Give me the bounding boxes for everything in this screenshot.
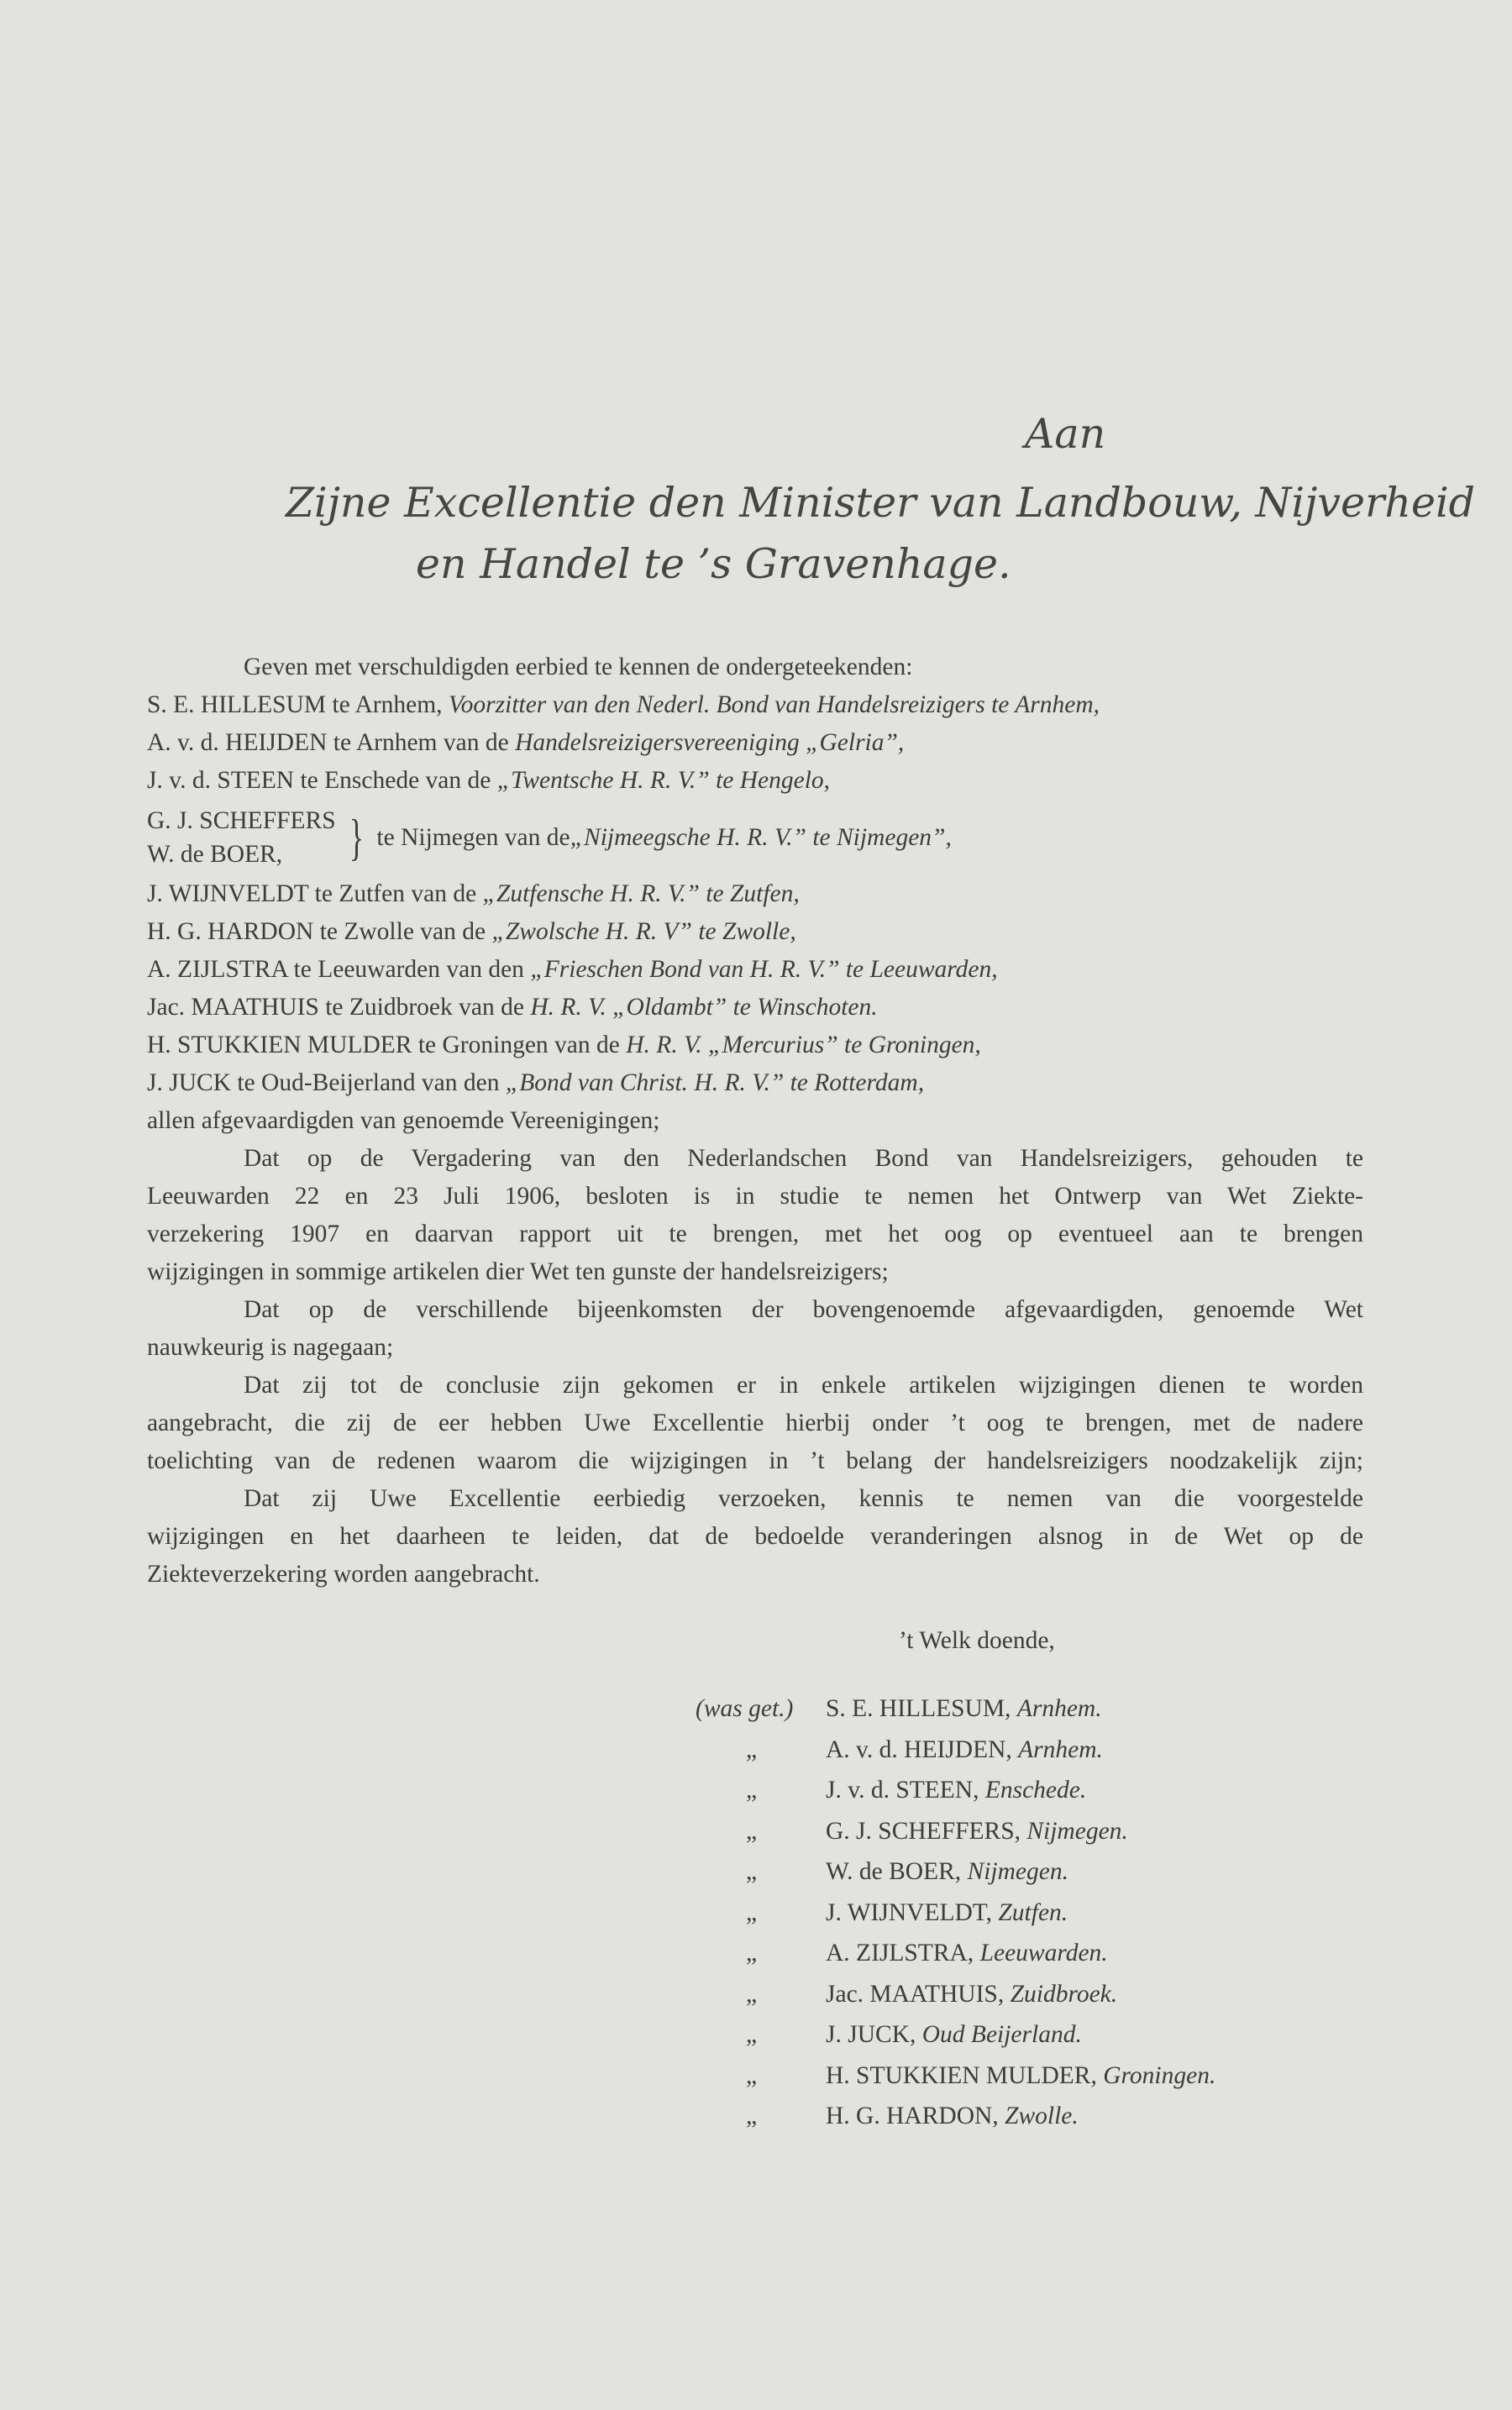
signatory-text: te Zwolle van de <box>313 918 492 945</box>
signature-row <box>696 1974 1215 2015</box>
signature-name: Jac. MAATHUIS, <box>826 1980 1005 2008</box>
brace-name-2: W. de BOER, <box>147 841 283 868</box>
signatory-org: „Frieschen Bond van H. R. V.” te Leeuwarden, <box>530 956 998 983</box>
intro-line: Geven met verschuldigden eerbied te kennen de ondergeteekenden: <box>244 654 913 680</box>
signature-place: Groningen. <box>1103 2061 1216 2089</box>
signatory-text: te Zuidbroek van de <box>318 994 531 1021</box>
signature-name: J. WIJNVELDT, <box>826 1898 993 1926</box>
signature-name: J. JUCK, <box>826 2021 916 2048</box>
signature-name: A. ZIJLSTRA, <box>826 1940 974 1966</box>
signature-prefix: „ <box>746 1940 758 1966</box>
signatory-org: „Twentsche H. R. V.” te Hengelo, <box>496 767 831 794</box>
signature-name: H. STUKKIEN MULDER, <box>826 2061 1097 2089</box>
signatory-line-8 <box>147 1026 1363 1064</box>
signature-place: Nijmegen. <box>1026 1817 1128 1845</box>
signatory-org: H. R. V. „Mercurius” te Groningen, <box>626 1032 981 1058</box>
brace-names <box>147 804 336 871</box>
signatory-text: te Arnhem van de <box>327 729 516 756</box>
signature-prefix: „ <box>746 1735 758 1763</box>
signature-row <box>696 1811 1215 1852</box>
signatory-line-6 <box>147 951 1363 989</box>
signatory-line-9 <box>147 1064 1363 1102</box>
signature-place: Enschede. <box>984 1777 1087 1804</box>
signatory-text: te Arnhem, <box>326 691 449 718</box>
signature-prefix: „ <box>746 1898 758 1926</box>
paragraph-3-line-2: aangebracht, die zij de eer hebben Uwe Excellentie hierbij onder ’t oog te brengen, met de nadere <box>147 1410 1363 1436</box>
signatory-name: Jac. MAATHUIS <box>147 994 319 1021</box>
signatory-line-7 <box>147 989 1363 1026</box>
signature-row <box>696 1730 1215 1771</box>
signatory-org: „Zwolsche H. R. V” te Zwolle, <box>491 918 796 945</box>
brace-org: „Nijmeegsche H. R. V.” te Nijmegen”, <box>570 823 952 851</box>
signatory-text: te Groningen van de <box>412 1032 627 1058</box>
signatory-org: „Zutfensche H. R. V.” te Zutfen, <box>482 880 800 907</box>
signature-prefix: „ <box>746 1980 758 2008</box>
signatory-line-3 <box>147 762 1363 800</box>
signatory-org: Handelsreizigersvereeniging „Gelria”, <box>515 729 905 756</box>
signatory-line-1 <box>147 686 1363 724</box>
paragraph-1-line-2: Leeuwarden 22 en 23 Juli 1906, besloten is in studie te nemen het Ontwerp van Wet Ziekte- <box>147 1183 1363 1210</box>
signatory-text: te Leeuwarden van den <box>287 956 531 983</box>
signature-place: Arnhem. <box>1018 1735 1103 1763</box>
signature-row <box>696 2056 1215 2097</box>
signature-place: Nijmegen. <box>967 1858 1068 1885</box>
signatory-org: „Bond van Christ. H. R. V.” te Rotterdam, <box>505 1069 925 1096</box>
signatory-text: te Enschede van de <box>294 767 497 794</box>
signature-place: Leeuwarden. <box>979 1940 1108 1966</box>
signatory-org: Voorzitter van den Nederl. Bond van Handelsreizigers te Arnhem, <box>448 691 1100 718</box>
signature-prefix: „ <box>746 1777 758 1804</box>
paragraph-1-line-1: Dat op de Vergadering van den Nederlandschen Bond van Handelsreizigers, gehouden te <box>244 1145 1363 1172</box>
brace-group <box>147 800 1363 875</box>
signature-place: Oud Beijerland. <box>921 2021 1082 2048</box>
paragraph-1-line-4: wijzigingen in sommige artikelen dier Wet ten gunste der handelsreizigers; <box>147 1258 889 1285</box>
letter-body <box>147 648 1363 1594</box>
signature-row <box>696 1851 1215 1893</box>
signature-place: Arnhem. <box>1016 1695 1102 1722</box>
signature-name: H. G. HARDON, <box>826 2103 999 2129</box>
signature-name: G. J. SCHEFFERS, <box>826 1817 1021 1845</box>
paragraph-4-line-3: Ziekteverzekering worden aangebracht. <box>147 1561 540 1588</box>
paragraph-4-line-1: Dat zij Uwe Excellentie eerbiedig verzoeken, kennis te nemen van die voorgestelde <box>244 1485 1363 1512</box>
signatory-name: A. ZIJLSTRA <box>147 956 288 983</box>
signature-prefix: (was get.) <box>696 1695 794 1722</box>
signatory-name: H. STUKKIEN MULDER <box>147 1032 412 1058</box>
signatory-name: J. v. d. STEEN <box>147 767 295 794</box>
signature-block <box>696 1688 1215 2137</box>
signatory-name: S. E. HILLESUM <box>147 691 327 718</box>
signature-place: Zwolle. <box>1005 2103 1079 2129</box>
addressee-line-1: Zijne Excellentie den Minister van Landbouw, Nijverheid <box>286 479 1475 527</box>
signatory-line-4 <box>147 875 1363 913</box>
brace-symbol: } <box>349 810 364 865</box>
paragraph-3-line-1: Dat zij tot de conclusie zijn gekomen er in enkele artikelen wijzigingen dienen te worden <box>244 1372 1363 1399</box>
signature-name: A. v. d. HEIJDEN, <box>826 1735 1012 1763</box>
closing-phrase: ’t Welk doende, <box>899 1627 1055 1654</box>
brace-text: te Nijmegen van de <box>376 823 570 851</box>
signatory-name: J. JUCK <box>147 1069 231 1096</box>
signature-place: Zutfen. <box>998 1898 1068 1926</box>
signature-row <box>696 1688 1215 1730</box>
paragraph-3-line-3: toelichting van de redenen waarom die wijzigingen in ’t belang der handelsreizigers noodzakelijk zijn; <box>147 1447 1363 1474</box>
signatory-name: A. v. d. HEIJDEN <box>147 729 328 756</box>
signature-row <box>696 1893 1215 1934</box>
signature-row <box>696 1933 1215 1974</box>
signatory-line-5 <box>147 913 1363 951</box>
signature-name: W. de BOER, <box>826 1858 962 1885</box>
salutation-aan: Aan <box>1025 410 1106 458</box>
signatory-org: H. R. V. „Oldambt” te Winschoten. <box>530 994 878 1021</box>
signature-prefix: „ <box>746 1858 758 1885</box>
signature-row <box>696 2096 1215 2137</box>
signature-prefix: „ <box>746 2103 758 2129</box>
signature-prefix: „ <box>746 2061 758 2089</box>
signature-place: Zuidbroek. <box>1010 1980 1118 2008</box>
signatory-text: te Oud-Beijerland van den <box>231 1069 506 1096</box>
signature-row <box>696 2014 1215 2056</box>
paragraph-1-line-3: verzekering 1907 en daarvan rapport uit te brengen, met het oog op eventueel aan te brengen <box>147 1221 1363 1247</box>
paragraph-2-line-2: nauwkeurig is nagegaan; <box>147 1334 394 1361</box>
signature-row <box>696 1770 1215 1811</box>
paragraph-2-line-1: Dat op de verschillende bijeenkomsten der bovengenoemde afgevaardigden, genoemde Wet <box>244 1296 1363 1323</box>
signatory-name: J. WIJNVELDT <box>147 880 309 907</box>
signatory-line-2 <box>147 724 1363 762</box>
delegates-line: allen afgevaardigden van genoemde Vereenigingen; <box>147 1107 660 1134</box>
addressee-line-2: en Handel te ’s Gravenhage. <box>416 540 1011 588</box>
paragraph-4-line-2: wijzigingen en het daarheen te leiden, dat de bedoelde veranderingen alsnog in de Wet op de <box>147 1523 1363 1550</box>
signature-name: S. E. HILLESUM, <box>826 1695 1011 1722</box>
signature-prefix: „ <box>746 2021 758 2048</box>
signature-name: J. v. d. STEEN, <box>826 1777 979 1804</box>
brace-name-1: G. J. SCHEFFERS <box>147 807 336 834</box>
signatory-name: H. G. HARDON <box>147 918 314 945</box>
signatory-text: te Zutfen van de <box>308 880 483 907</box>
signature-prefix: „ <box>746 1817 758 1845</box>
